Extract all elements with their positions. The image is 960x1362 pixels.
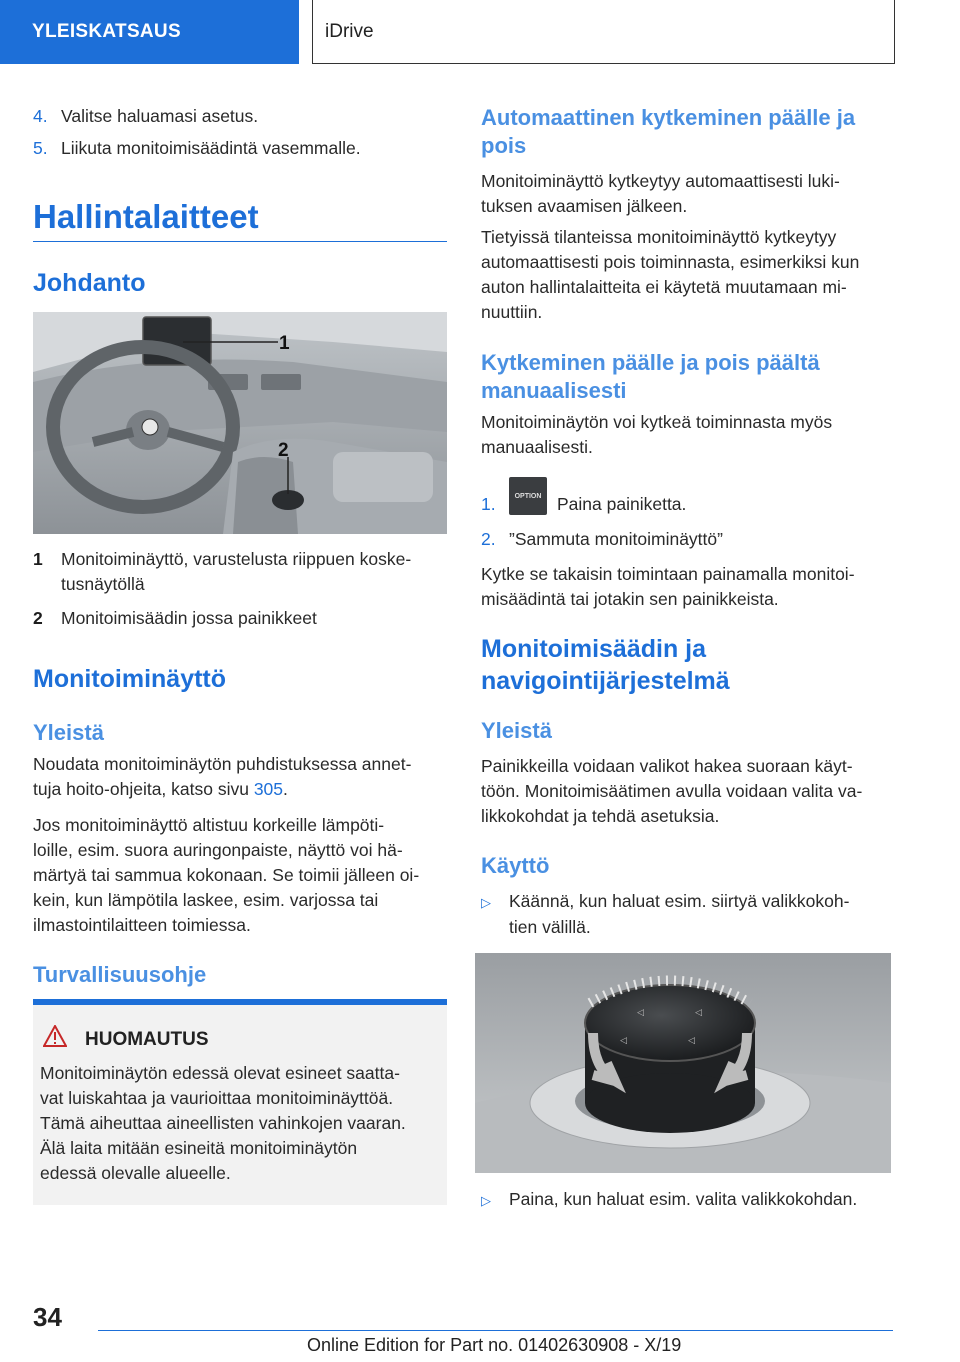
svg-text:◁: ◁	[637, 1008, 644, 1018]
section-heading-johdanto: Johdanto	[33, 269, 146, 297]
subheading-yleista-right: Yleistä	[481, 718, 552, 743]
image-legend: 1 Monitoiminäyttö, varustelusta riippuen koske- tusnäytöllä 2 Monitoimisäädin jossa painikkeet	[33, 547, 447, 631]
warning-icon	[43, 1025, 67, 1052]
footer-rule	[98, 1330, 893, 1331]
chapter-tab	[312, 0, 895, 64]
paragraph-manual-2: Kytke se takaisin toimintaan painamalla monitoi- misäädintä tai jotakin sen painikkeista.	[481, 564, 855, 609]
callout-1: 1	[279, 333, 290, 354]
triangle-bullet-icon: ▷	[481, 895, 491, 910]
heading-manual: Kytkeminen päälle ja pois päältä manuaalisesti	[481, 350, 820, 403]
controller-image	[475, 953, 891, 1173]
paragraph-auto-1: Monitoiminäyttö kytkeytyy automaattisesti luki- tuksen avaamisen jälkeen.	[481, 171, 840, 216]
bullet-item: ▷ Käännä, kun haluat esim. siirtyä valikkokoh- tien välillä.	[481, 891, 850, 937]
triangle-bullet-icon: ▷	[481, 1193, 491, 1208]
svg-text:◁: ◁	[688, 1036, 695, 1046]
warning-box	[33, 1005, 447, 1205]
paragraph-heat: Jos monitoiminäyttö altistuu korkeille lämpöti- loille, esim. suora auringonpaiste, näyttö voi hä- märtyä tai sammua kokonaan. Se toimii jälleen oi- kein, kun lämpötila laskee, esim. varjossa tai ilmastointilaitteen toimiessa.	[33, 815, 420, 935]
legend-item: 2 Monitoimisäädin jossa painikkeet	[33, 608, 317, 628]
page-heading: Hallintalaitteet	[33, 198, 259, 235]
page-link[interactable]: 305	[253, 779, 284, 799]
dashboard-illustration	[33, 312, 447, 534]
section-tab	[0, 0, 299, 64]
option-button-icon: OPTION	[509, 477, 547, 515]
list-item: 2. ”Sammuta monitoiminäyttö”	[481, 529, 723, 549]
page-number: 34	[33, 1302, 62, 1332]
callout-2: 2	[278, 440, 289, 461]
list-item: 4. Valitse haluamasi asetus.	[33, 106, 259, 126]
section-heading-turvallisuus: Turvallisuusohje	[33, 962, 207, 987]
list-item: 1.	[481, 494, 496, 514]
heading-navigation: Monitoimisäädin ja navigointijärjestelmä	[481, 635, 730, 695]
dashboard-image	[33, 312, 447, 534]
footer-edition: Online Edition for Part no. 01402630908 - X/19	[307, 1335, 682, 1355]
heading-rule	[33, 241, 447, 242]
step-list-top	[33, 104, 361, 161]
chapter-title: iDrive	[325, 20, 374, 42]
paragraph-auto-2: Tietyissä tilanteissa monitoiminäyttö kytkeytyy automaattisesti pois toiminnasta, esimerkiksi kun auton hallintalaitteita ei käytetä muutamaan mi- nuuttiin.	[481, 227, 860, 322]
subheading-kaytto: Käyttö	[481, 853, 550, 878]
legend-item: 1 Monitoiminäyttö, varustelusta riippuen koske-	[33, 549, 412, 569]
warning-title: HUOMAUTUS	[85, 1029, 209, 1050]
paragraph-cleaning: Noudata monitoiminäytön puhdistuksessa annet- tuja hoito-ohjeita, katso sivu 305.	[33, 754, 412, 799]
svg-text:◁: ◁	[620, 1036, 627, 1046]
subheading-yleista: Yleistä	[33, 720, 104, 745]
svg-text:◁: ◁	[695, 1008, 702, 1018]
warning-text: Monitoiminäytön edessä olevat esineet saatta- vat luiskahtaa ja vaurioittaa monitoiminäyttöä. Tämä aiheuttaa aineellisten vahinkojen vaaran. Älä laita mitään esineitä monitoiminäytön edessä olevalle alueelle.	[40, 1063, 406, 1183]
section-title: YLEISKATSAUS	[32, 21, 181, 42]
controller-illustration	[475, 953, 891, 1173]
list-item: 5. Liikuta monitoimisäädintä vasemmalle.	[33, 138, 361, 158]
section-heading-monitoiminaytto: Monitoiminäyttö	[33, 665, 227, 693]
bullet-item: ▷ Paina, kun haluat esim. valita valikkokohdan.	[481, 1187, 857, 1213]
paragraph-manual: Monitoiminäytön voi kytkeä toiminnasta myös manuaalisesti.	[481, 412, 833, 457]
paragraph-nav: Painikkeilla voidaan valikot hakea suoraan käyt- töön. Monitoimisäätimen avulla voidaan valita va- likkokohdat ja tehdä asetuksia.	[481, 756, 863, 826]
heading-automatic: Automaattinen kytkeminen päälle ja pois	[481, 105, 856, 158]
